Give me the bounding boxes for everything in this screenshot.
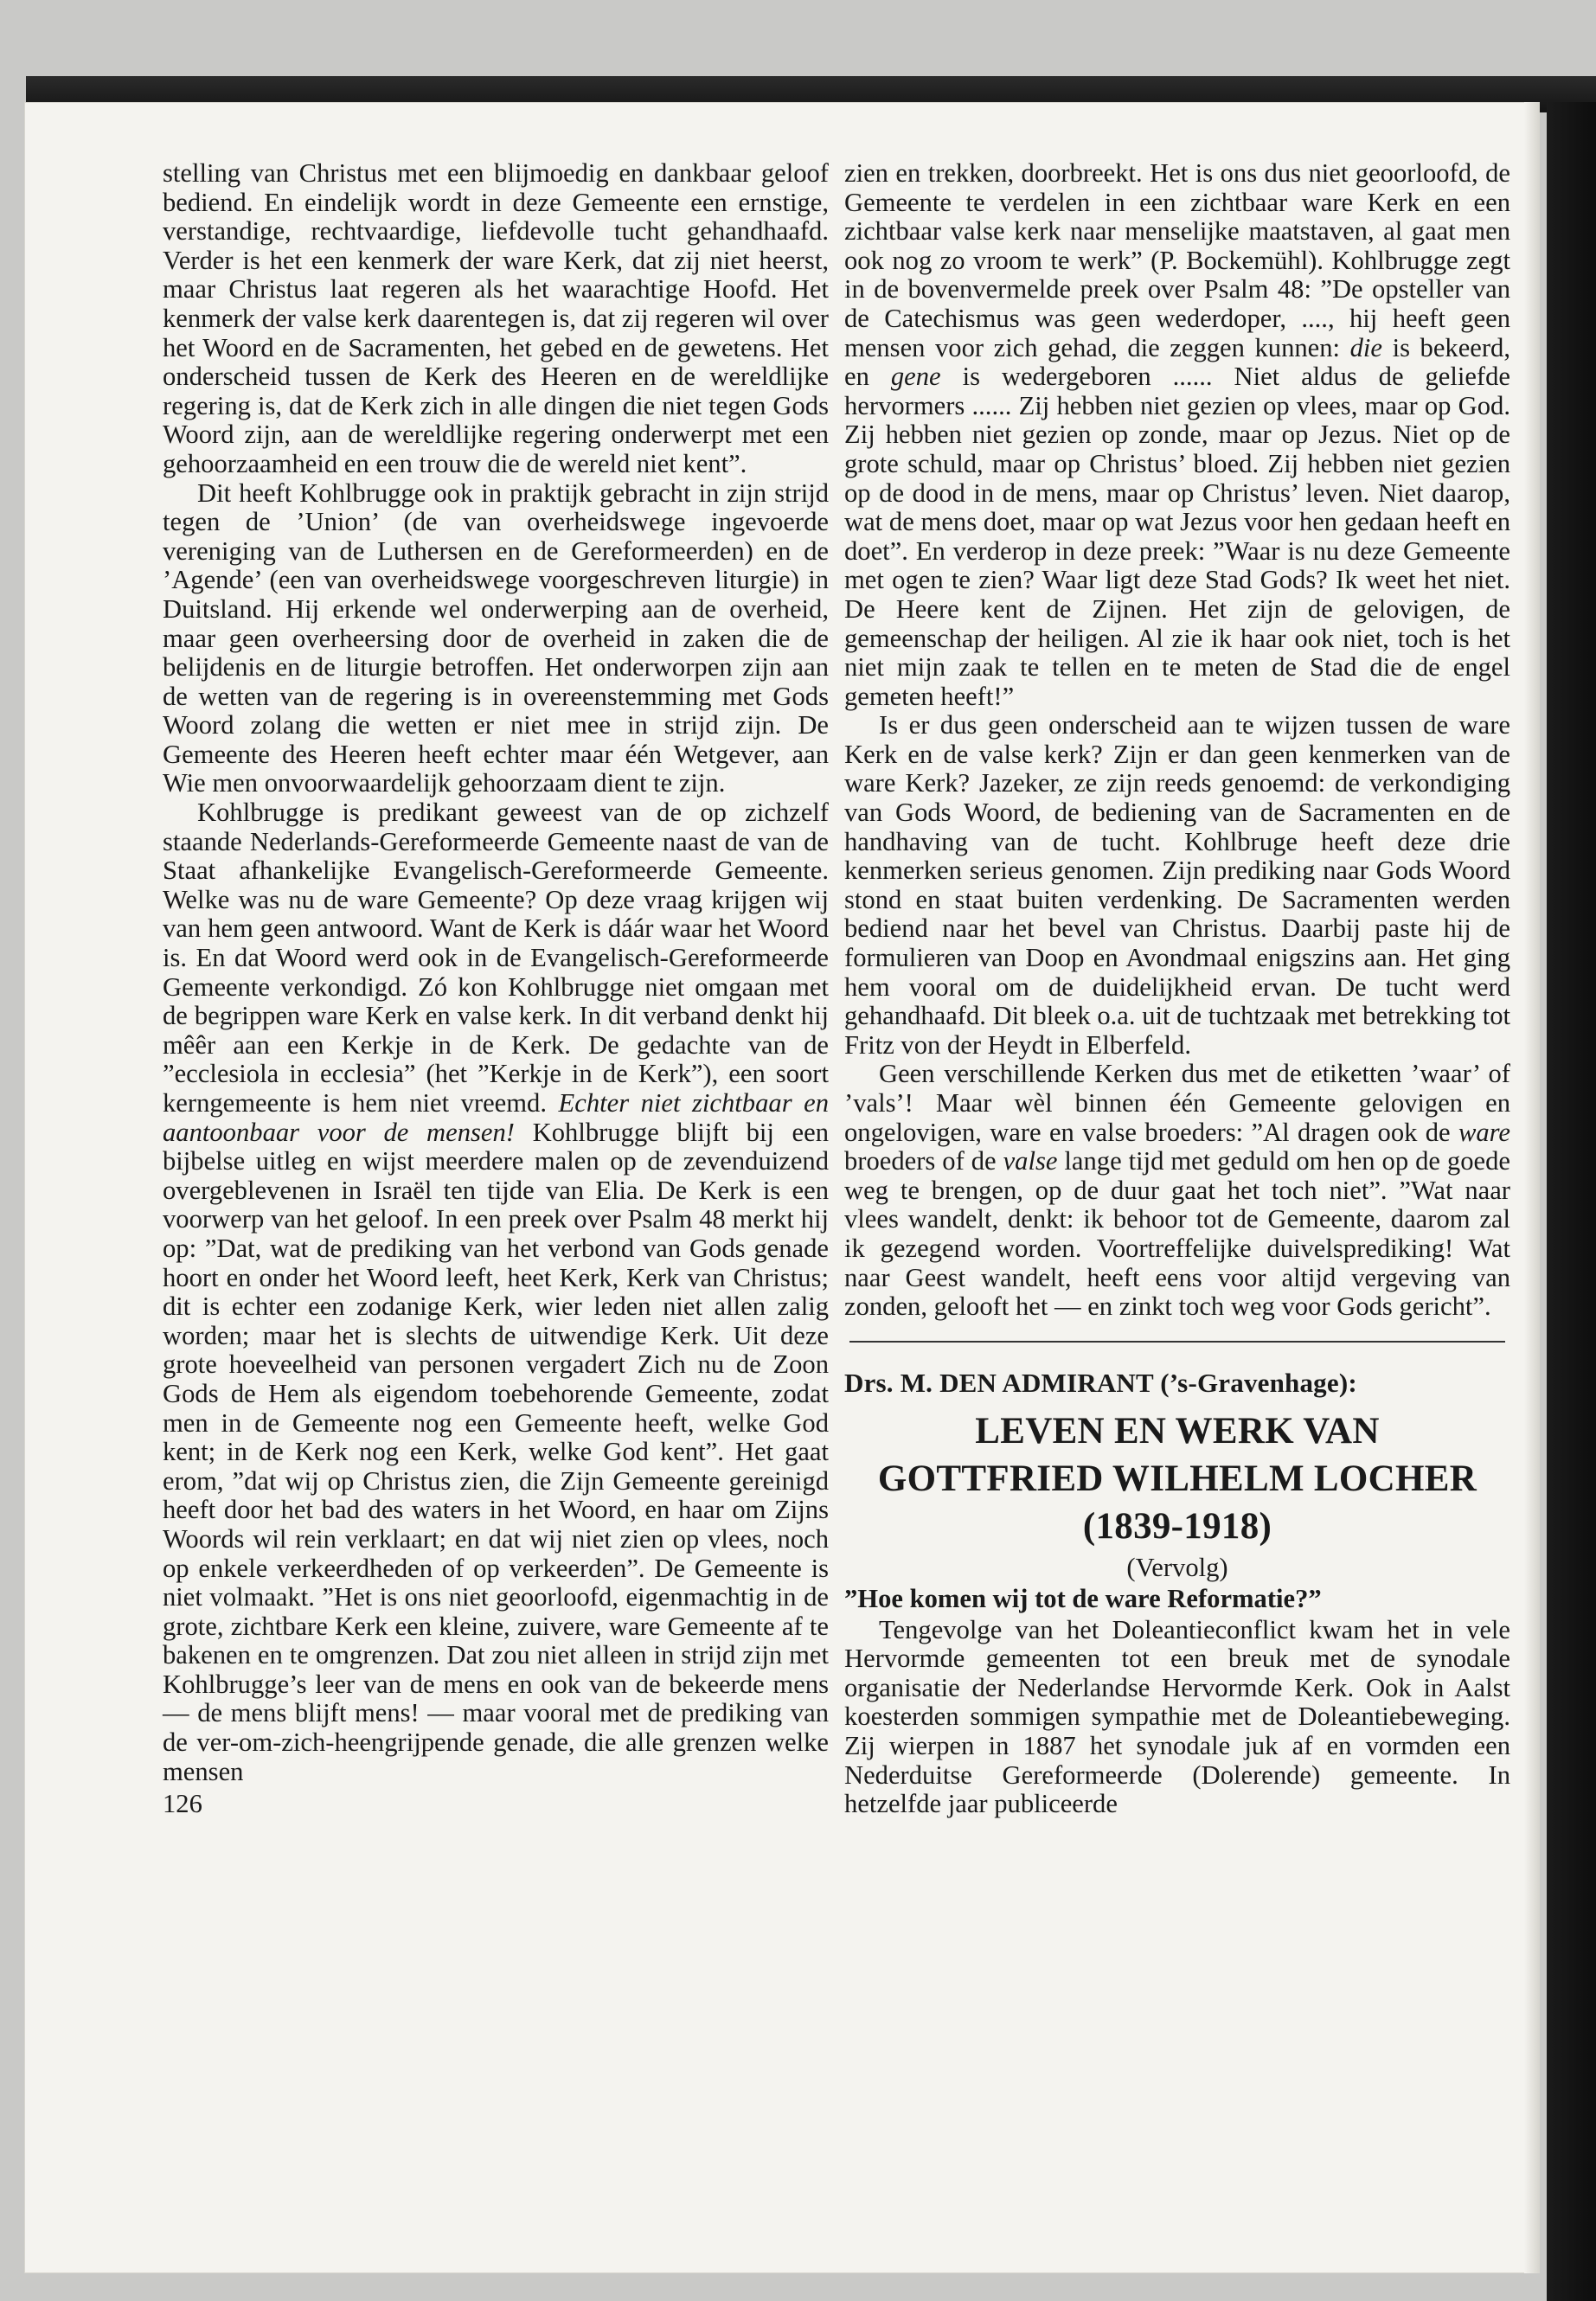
section-divider bbox=[849, 1341, 1505, 1343]
article-author: Drs. M. DEN ADMIRANT (’s-Gravenhage): bbox=[844, 1367, 1357, 1398]
paragraph bbox=[844, 159, 1510, 711]
paragraph: stelling van Christus met een blijmoedig en dankbaar geloof bediend. En eindelijk wordt in deze Gemeente een ernstige, verstandige, rechtvaardige, liefdevolle tucht gehandhaafd. Verder is het een kenmerk der ware Kerk, dat zij niet heerst, maar Christus laat regeren als het waarachtige Hoofd. Het kenmerk der valse kerk daarentegen is, dat zij regeren wil over het Woord en de Sacramenten, het gebed en de gewetens. Het onderscheid tussen de Kerk des Heeren en de wereldlijke regering is, dat de Kerk zich in alle dingen die niet tegen Gods Woord zijn, aan de wereldlijke regering onderwerpt met een gehoorzaamheid en een trouw die de wereld niet kent”. bbox=[163, 158, 829, 478]
page-number: 126 bbox=[163, 1789, 202, 1819]
paragraph-text: lange tijd met geduld om hen op de goede weg te brengen, op de duur gaat het toch niet”. ”Wat naar vlees wandelt, denkt: ik behoor tot de Gemeente, daarom zal ik gezegend worden. Voortreffelijke duivelsprediking! Wat naar Geest wandelt, heeft eens voor altijd vergeving van zonden, gelooft het — en zinkt toch weg voor Gods gericht”. bbox=[844, 1146, 1510, 1322]
title-line: (1839-1918) bbox=[1082, 1506, 1272, 1548]
scan-border-right bbox=[1547, 102, 1596, 2301]
title-line: GOTTFRIED WILHELM LOCHER bbox=[877, 1458, 1477, 1500]
left-column bbox=[163, 159, 829, 1821]
italic-emphasis: Echter niet zichtbaar en aantoonbaar voor de mensen! bbox=[163, 1088, 830, 1147]
title-line: LEVEN EN WERK VAN bbox=[975, 1411, 1380, 1452]
paragraph: Tengevolge van het Doleantieconflict kwam het in vele Hervormde gemeenten tot een breuk met de synodale organisatie der Nederlandse Hervormde Kerk. Ook in Aalst koesterden sommigen sympathie met de Doleantiebeweging. Zij wierpen in 1887 het synodale juk af en vormden een Nederduitse Gereformeerde (Dolerende) gemeente. In hetzelfde jaar publiceerde bbox=[844, 1614, 1510, 1819]
page-fold-shadow bbox=[1524, 102, 1540, 2273]
paragraph-text: is wedergeboren ...... Niet aldus de geliefde hervormers ...... Zij hebben niet gezien op vlees, maar op God. Zij hebben niet gezien op zonde, maar op Jezus. Niet op de grote schuld, maar op Christus’ bloed. Zij hebben niet gezien op de dood in de mens, maar op Christus’ leven. Niet daarop, wat de mens doet, maar op wat Jezus voor hen gedaan heeft en doet”. En verderop in deze preek: ”Waar is nu deze Gemeente met ogen te zien? Waar ligt deze Stad Gods? Ik weet het niet. De Heere kent de Zijnen. Het zijn de gelovigen, de gemeenschap der heiligen. Al zie ik haar ook niet, toch is het niet mijn zaak te tellen en te meten de Stad die de engel gemeten heeft!” bbox=[844, 362, 1510, 711]
italic-emphasis: ware bbox=[1458, 1117, 1510, 1147]
italic-emphasis: die bbox=[1349, 332, 1383, 362]
paragraph-text: Geen verschillende Kerken dus met de etiketten ’waar’ of ’vals’! Maar wèl binnen één Gemeente gelovigen en ongelovigen, ware en valse broeders: ”Al dragen ook de bbox=[844, 1059, 1510, 1147]
paragraph bbox=[844, 1060, 1510, 1321]
article-title bbox=[844, 1407, 1510, 1550]
article-subtitle: (Vervolg) bbox=[1126, 1553, 1228, 1583]
paragraph-text: is bekeerd, en bbox=[844, 332, 1510, 392]
paragraph-text: Kohlbrugge is predikant geweest van de op zichzelf staande Nederlands-Gereformeerde Gemeente naast de van de Staat afhankelijke Evangelisch-Gereformeerde Gemeente. Welke was nu de ware Gemeente? Op deze vraag krijgen wij van hem geen antwoord. Want de Kerk is dáár waar het Woord is. En dat Woord werd ook in de Evangelisch-Gereformeerde Gemeente verkondigd. Zó kon Kohlbrugge niet omgaan met de begrippen ware Kerk en valse kerk. In dit verband denkt hij mêêr aan een Kerkje in de Kerk. De gedachte van de ”ecclesiola in ecclesia” (het ”Kerkje in de Kerk”), een soort kerngemeente is hem niet vreemd. bbox=[163, 798, 829, 1118]
paragraph-text: broeders of de bbox=[844, 1146, 997, 1176]
italic-emphasis: valse bbox=[1003, 1146, 1058, 1176]
paragraph: Is er dus geen onderscheid aan te wijzen tussen de ware Kerk en de valse kerk? Zijn er dan geen kenmerken van de ware Kerk? Jazeker, ze zijn reeds genoemd: de verkondiging van Gods Woord, de bediening van de Sacramenten en de handhaving van de tucht. Kohlbruge heeft deze drie kenmerken serieus genomen. Zijn prediking naar Gods Woord stond en staat buiten verdenking. De Sacramenten werden bediend naar het bevel van Christus. Daarbij paste hij de formulieren van Doop en Avondmaal enigszins aan. Het ging hem vooral om de duidelijkheid ervan. De tucht werd gehandhaafd. Dit bleek o.a. uit de tuchtzaak met betrekking tot Fritz von der Heydt in Elberfeld. bbox=[844, 710, 1510, 1060]
paragraph: Dit heeft Kohlbrugge ook in praktijk gebracht in zijn strijd tegen de ’Union’ (de van overheidswege ingevoerde vereniging van de Luthersen en de Gereformeerden) en de ’Agende’ (een van overheidswege voorgeschreven liturgie) in Duitsland. Hij erkende wel onderwerping aan de overheid, maar geen overheersing door de overheid in zaken die de belijdenis en de liturgie betroffen. Het onderworpen zijn aan de wetten van de regering is in overeenstemming met Gods Woord zolang die wetten er niet mee in strijd zijn. De Gemeente des Heeren heeft echter maar één Wetgever, aan Wie men onvoorwaardelijk gehoorzaam dient te zijn. bbox=[163, 478, 829, 798]
section-heading: ”Hoe komen wij tot de ware Reformatie?” bbox=[844, 1583, 1322, 1613]
paragraph-text: Kohlbrugge blijft bij een bijbelse uitleg en wijst meerdere malen op de zevenduizend overgeblevenen in Israël ten tijde van Elia. De Kerk is een voorwerp van het geloof. In een preek over Psalm 48 merkt hij op: ”Dat, wat de prediking van het verbond van Gods genade hoort en onder het Woord leeft, heet Kerk, Kerk van Christus; dit is echter een zodanige Kerk, wier leden niet allen zalig worden; maar het is slechts de uitwendige Kerk. Uit deze grote hoeveelheid van personen vergadert Zich nu de Zoon Gods de Hem als eigendom toebehorende Gemeente, zodat men in de Gemeente nog een Gemeente heeft, welke God kent; in de Kerk nog een Kerk, welke God kent”. Het gaat erom, ”dat wij op Christus zien, die Zijn Gemeente gereinigd heeft door het bad des waters in het Woord, en haar om Zijns Woords wil rein verklaart; en dat wij niet zien op vlees, noch op enkele verkeerdheden of op verkeerden”. De Gemeente is niet volmaakt. ”Het is ons niet geoorloofd, eigenmachtig in de grote, zichtbare Kerk een kleine, zuivere, ware Gemeente af te bakenen en te omgrenzen. Dat zou niet alleen in strijd zijn met Kohlbrugge’s leer van de mens en ook van de bekeerde mens — de mens blijft mens! — maar vooral met de prediking van de ver-om-zich-heengrijpende genade, die alle grenzen welke mensen bbox=[163, 1117, 830, 1786]
book-page bbox=[24, 102, 1540, 2273]
right-column bbox=[844, 159, 1510, 1819]
paragraph bbox=[163, 798, 829, 1786]
paragraph-text: zien en trekken, doorbreekt. Het is ons dus niet geoorloofd, de Gemeente te verdelen in een zichtbaar ware Kerk en een zichtbaar valse kerk naar menselijke maatstaven, al gaat men ook nog zo vroom te werk” (P. Bockemühl). Kohlbrugge zegt in de bovenvermelde preek over Psalm 48: ”De opsteller van de Catechismus was geen wederdoper, ...., hij heeft geen mensen voor zich gehad, die zeggen kunnen: bbox=[844, 158, 1510, 362]
italic-emphasis: gene bbox=[890, 362, 941, 392]
